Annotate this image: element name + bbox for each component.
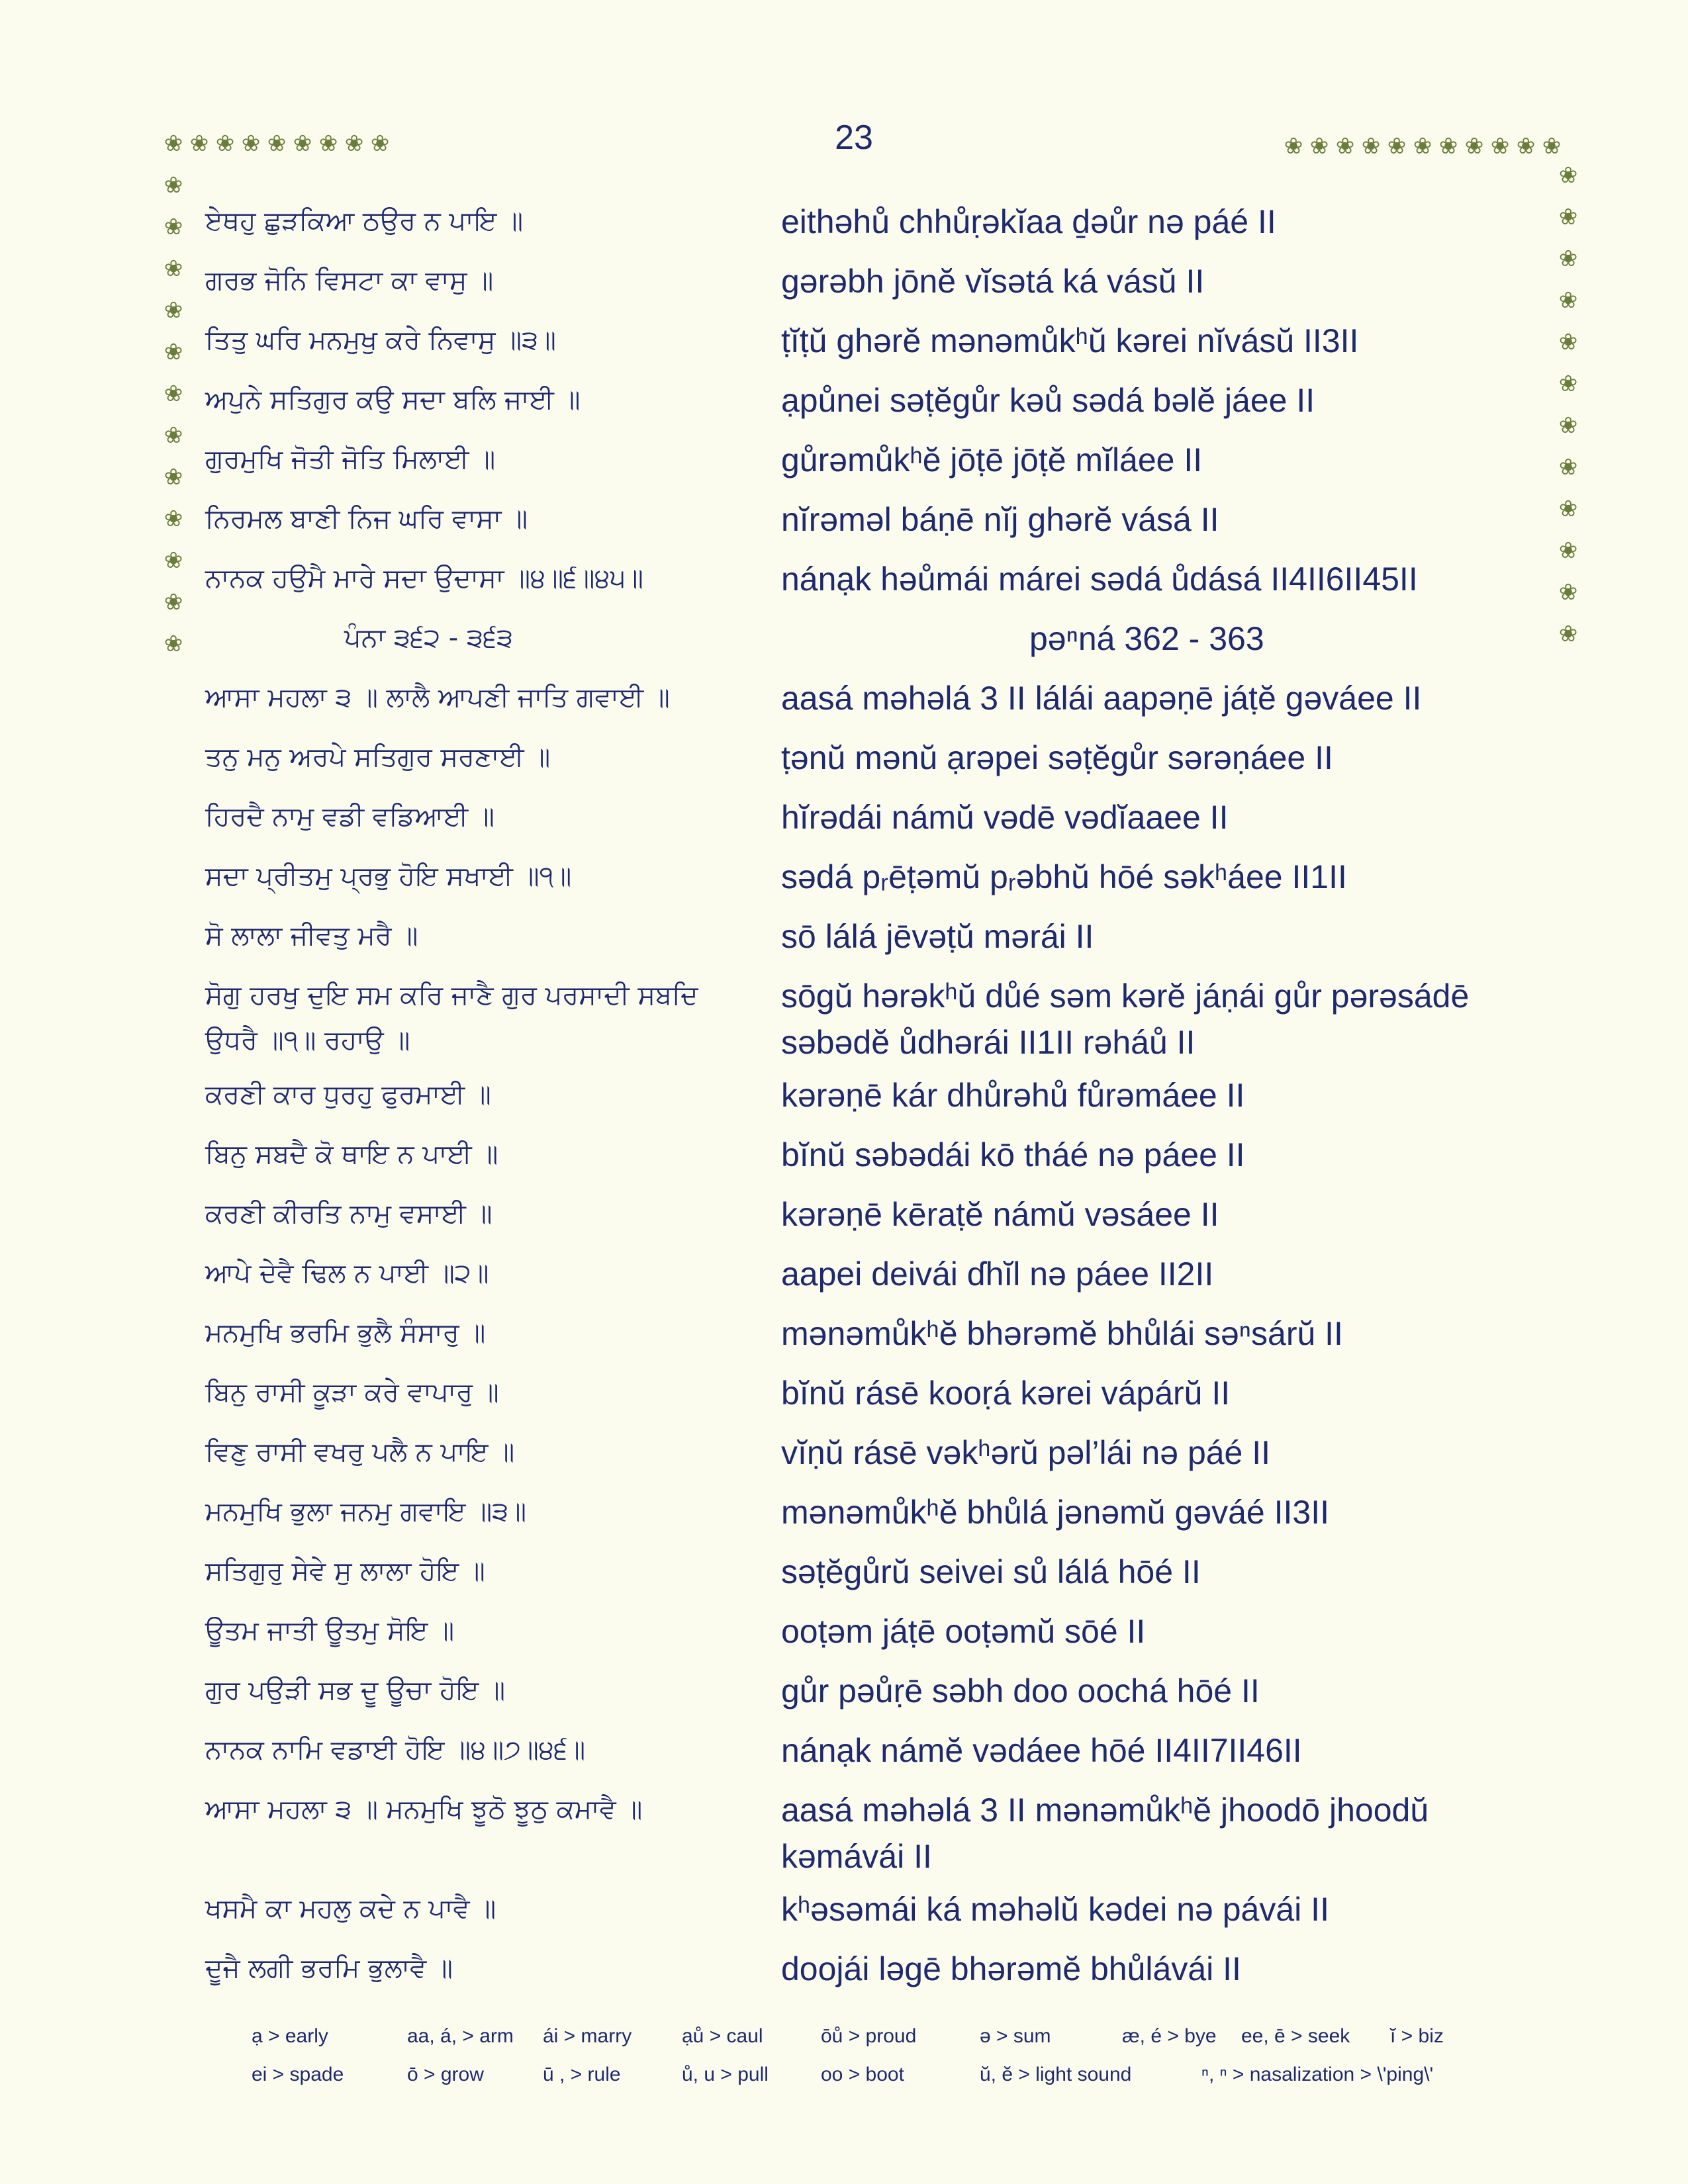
verse-line <box>0 377 1688 437</box>
verse-line <box>0 1370 1688 1430</box>
legend-item: ee, ē > seek <box>1241 2025 1350 2047</box>
gurmukhi-text: ਗੁਰ ਪਉੜੀ ਸਭ ਦੂ ਊਚਾ ਹੋਇ ॥ <box>205 1675 506 1706</box>
legend-item: ů, u > pull <box>682 2064 769 2085</box>
flower-icon: ❀ <box>1558 412 1578 439</box>
gurmukhi-text: ਕਰਣੀ ਕੀਰਤਿ ਨਾਮੁ ਵਸਾਈ ॥ <box>205 1199 492 1229</box>
gurmukhi-text: ਤਿਤੁ ਘਰਿ ਮਨਮੁਖੁ ਕਰੇ ਨਿਵਾਸੁ ॥੩॥ <box>205 325 556 355</box>
flower-icon: ❀ <box>293 130 312 157</box>
flower-icon: ❀ <box>1558 246 1578 272</box>
flower-icon: ❀ <box>164 381 183 407</box>
flower-icon: ❀ <box>1558 371 1578 397</box>
flower-icon: ❀ <box>164 214 183 240</box>
flower-icon: ❀ <box>1490 133 1510 159</box>
gurmukhi-text: ਆਸਾ ਮਹਲਾ ੩ ॥ ਮਨਮੁਖਿ ਝੂਠੋ ਝੂਠੁ ਕਮਾਵੈ ॥ <box>205 1794 643 1825</box>
verse-line <box>0 1489 1688 1549</box>
transliteration-text: eithəhů chhůṛəkĭaa ḏəůr nə páé II <box>781 203 1276 240</box>
legend-item: ⁿ, ⁿ > nasalization > \'ping\' <box>1201 2064 1434 2085</box>
flower-icon: ❀ <box>1413 133 1432 159</box>
verse-line <box>0 973 1688 1061</box>
gurmukhi-text: ਦੂਜੈ ਲਗੀ ਭਰਮਿ ਭੁਲਾਵੈ ॥ <box>205 1953 453 1983</box>
flower-icon: ❀ <box>241 130 261 157</box>
legend-item: ạů > caul <box>682 2025 763 2047</box>
transliteration-text: aasá məhəlá 3 II mənəmůkʰĕ jhoodō jhoodŭ kəmávái II <box>781 1792 1429 1875</box>
flower-icon: ❀ <box>164 422 183 449</box>
gurmukhi-text: ਖਸਮੈ ਕਾ ਮਹਲੁ ਕਦੇ ਨ ਪਾਵੈ ॥ <box>205 1893 496 1924</box>
transliteration-text: pəⁿná 362 - 363 <box>1029 620 1264 657</box>
legend-item: ū , > rule <box>543 2064 621 2085</box>
transliteration-text: gůr pəůṛē səbh doo oochá hōé II <box>781 1672 1260 1709</box>
flower-icon: ❀ <box>1284 133 1303 159</box>
legend-item: oo > boot <box>821 2064 904 2085</box>
flower-icon: ❀ <box>164 631 183 657</box>
flower-icon: ❀ <box>1387 133 1407 159</box>
verse-line <box>0 255 1688 318</box>
transliteration-text: nĭrəməl báṇē nĭj ghərĕ vásá II <box>781 501 1219 538</box>
legend-item: aa, á, > arm <box>407 2025 514 2047</box>
flower-icon: ❀ <box>370 130 390 157</box>
verse-line <box>0 556 1688 615</box>
gurmukhi-text: ਮਨਮੁਖਿ ਭੁਲਾ ਜਨਮੁ ਗਵਾਇ ॥੩॥ <box>205 1496 527 1527</box>
transliteration-text: ooṭəm jáṭē ooṭəmŭ sōé II <box>781 1613 1146 1650</box>
flower-icon: ❀ <box>164 130 183 157</box>
legend-row <box>252 2025 1509 2064</box>
flower-icon: ❀ <box>318 130 338 157</box>
gurmukhi-text: ਨਾਨਕ ਹਉਮੈ ਮਾਰੇ ਸਦਾ ਉਦਾਸਾ ॥੪॥੬॥੪੫॥ <box>205 563 643 594</box>
flower-icon: ❀ <box>1558 204 1578 230</box>
transliteration-text: vĭṇŭ rásē vəkʰərŭ pəl’lái nə páé II <box>781 1434 1271 1471</box>
gurmukhi-text: ਸਤਿਗੁਰੁ ਸੇਵੇ ਸੁ ਲਾਲਾ ਹੋਇ ॥ <box>205 1556 485 1586</box>
transliteration-text: ṭənŭ mənŭ ạrəpei səṭĕgůr sərəṇáee II <box>781 739 1333 776</box>
verse-line <box>0 735 1688 794</box>
legend-item: ei > spade <box>252 2064 344 2085</box>
flower-icon: ❀ <box>1558 537 1578 564</box>
transliteration-text: gůrəmůkʰĕ jōṭē jōṭĕ mĭláee II <box>781 441 1203 478</box>
verse-line <box>0 1132 1688 1191</box>
transliteration-text: sədá pᵣēṭəmŭ pᵣəbhŭ hōé səkʰáee II1II <box>781 858 1347 895</box>
flower-icon: ❀ <box>164 506 183 532</box>
legend-row <box>252 2064 1509 2102</box>
verse-line <box>0 794 1688 854</box>
flower-icon: ❀ <box>344 130 364 157</box>
flower-icon: ❀ <box>164 339 183 365</box>
flower-icon: ❀ <box>1309 133 1329 159</box>
gurmukhi-text: ਬਿਨੁ ਰਾਸੀ ਕੂੜਾ ਕਰੇ ਵਾਪਾਰੁ ॥ <box>205 1377 499 1408</box>
verse-line <box>0 1549 1688 1608</box>
verse-line <box>0 1072 1688 1132</box>
flower-icon: ❀ <box>164 172 183 199</box>
flower-icon: ❀ <box>1438 133 1458 159</box>
flower-icon: ❀ <box>1558 621 1578 647</box>
flower-icon: ❀ <box>1558 454 1578 480</box>
flower-icon: ❀ <box>1558 287 1578 314</box>
verse-line <box>0 675 1688 735</box>
pronunciation-legend <box>252 2025 1509 2102</box>
gurmukhi-text: ਸੋ ਲਾਲਾ ਜੀਵਤੁ ਮਰੈ ॥ <box>205 921 418 951</box>
transliteration-text: aapei deivái ɗhĭl nə páee II2II <box>781 1255 1214 1293</box>
gurmukhi-text: ਮਨਮੁਖਿ ਭਰਮਿ ਭੁਲੈ ਸੰਸਾਰੁ ॥ <box>205 1318 486 1348</box>
flower-icon: ❀ <box>164 255 183 282</box>
transliteration-text: mənəmůkʰĕ bhərəmĕ bhůlái səⁿsárŭ II <box>781 1315 1343 1352</box>
verse-line <box>0 1310 1688 1370</box>
verse-line <box>0 1946 1688 2005</box>
page-number: 23 <box>835 118 873 157</box>
gurmukhi-text: ਪੰਨਾ ੩੬੨ - ੩੬੩ <box>344 623 514 653</box>
verse-line <box>0 854 1688 913</box>
verse-line <box>0 1251 1688 1310</box>
transliteration-text: səṭĕgůrŭ seivei sů lálá hōé II <box>781 1553 1201 1590</box>
transliteration-text: nánạk həůmái márei sədá ůdásá II4II6II45II <box>781 561 1418 598</box>
transliteration-text: gərəbh jōnĕ vĭsətá ká vásŭ II <box>781 263 1205 300</box>
flower-icon: ❀ <box>164 589 183 615</box>
gurmukhi-text: ਅਪੁਨੇ ਸਤਿਗੁਰ ਕਉ ਸਦਾ ਬਲਿ ਜਾਈ ॥ <box>205 385 581 415</box>
verse-line <box>0 1191 1688 1251</box>
legend-item: ə > sum <box>980 2025 1051 2047</box>
gurmukhi-text: ਸਦਾ ਪ੍ਰੀਤਮੁ ਪ੍ਰਭੁ ਹੋਇ ਸਖਾਈ ॥੧॥ <box>205 861 572 891</box>
gurmukhi-text: ਕਰਣੀ ਕਾਰ ਧੁਰਹੁ ਫੁਰਮਾਈ ॥ <box>205 1079 491 1110</box>
transliteration-text: bĭnŭ səbədái kō tháé nə páee II <box>781 1136 1245 1173</box>
transliteration-text: aasá məhəlá 3 II lálái aapəṇē jáṭĕ gəváee II <box>781 680 1422 717</box>
transliteration-text: nánạk námĕ vədáee hōé II4II7II46II <box>781 1732 1302 1769</box>
transliteration-text: kərəṇē kár dhůrəhů fůrəmáee II <box>781 1077 1245 1114</box>
verse-line <box>0 1727 1688 1787</box>
transliteration-text: mənəmůkʰĕ bhůlá jənəmŭ gəváé II3II <box>781 1494 1330 1531</box>
verse-line <box>0 1886 1688 1946</box>
verse-line <box>0 1430 1688 1489</box>
gurmukhi-text: ਗੁਰਮੁਖਿ ਜੋਤੀ ਜੋਤਿ ਮਿਲਾਈ ॥ <box>205 444 496 475</box>
legend-item: ĭ > biz <box>1390 2025 1444 2047</box>
transliteration-text: ṭĭṭŭ ghərĕ mənəmůkʰŭ kərei nĭvásŭ II3II <box>781 322 1359 359</box>
legend-item: ái > marry <box>543 2025 632 2047</box>
gurmukhi-text: ਆਪੇ ਦੇਵੈ ਢਿਲ ਨ ਪਾਈ ॥੨॥ <box>205 1258 489 1289</box>
flower-icon: ❀ <box>1335 133 1355 159</box>
transliteration-text: bĭnŭ rásē kooṛá kərei vápárŭ II <box>781 1375 1231 1412</box>
flower-icon: ❀ <box>1516 133 1536 159</box>
flower-icon: ❀ <box>164 464 183 490</box>
gurmukhi-text: ਬਿਨੁ ਸਬਦੈ ਕੋ ਥਾਇ ਨ ਪਾਈ ॥ <box>205 1139 498 1169</box>
flower-icon: ❀ <box>267 130 287 157</box>
verse-line <box>0 437 1688 496</box>
flower-icon: ❀ <box>1558 162 1578 189</box>
legend-item: æ, é > bye <box>1122 2025 1217 2047</box>
flower-icon: ❀ <box>1361 133 1381 159</box>
flower-icon: ❀ <box>1558 579 1578 606</box>
flower-icon: ❀ <box>215 130 235 157</box>
transliteration-text: sō lálá jēvəṭŭ mərái II <box>781 918 1094 955</box>
flower-icon: ❀ <box>1464 133 1484 159</box>
verse-line <box>0 199 1688 258</box>
flower-icon: ❀ <box>189 130 209 157</box>
gurmukhi-text: ਵਿਣੁ ਰਾਸੀ ਵਖਰੁ ਪਲੈ ਨ ਪਾਇ ॥ <box>205 1437 515 1467</box>
transliteration-text: hĭrədái námŭ vədē vədĭaaee II <box>781 799 1229 836</box>
legend-item: ō > grow <box>407 2064 484 2085</box>
gurmukhi-text: ਊਤਮ ਜਾਤੀ ਊਤਮੁ ਸੋਇ ॥ <box>205 1615 455 1646</box>
flower-icon: ❀ <box>1558 329 1578 355</box>
gurmukhi-text: ਨਿਰਮਲ ਬਾਣੀ ਨਿਜ ਘਰਿ ਵਾਸਾ ॥ <box>205 504 528 534</box>
gurmukhi-text: ਹਿਰਦੈ ਨਾਮੁ ਵਡੀ ਵਡਿਆਈ ॥ <box>205 801 494 832</box>
verse-line <box>0 318 1688 377</box>
gurmukhi-text: ਆਸਾ ਮਹਲਾ ੩ ॥ ਲਾਲੈ ਆਪਣੀ ਜਾਤਿ ਗਵਾਈ ॥ <box>205 682 670 713</box>
verse-line <box>0 1787 1688 1875</box>
verse-line <box>0 913 1688 973</box>
verse-line <box>0 1668 1688 1727</box>
verse-line <box>0 496 1688 556</box>
gurmukhi-text: ਗਰਭ ਜੋਨਿ ਵਿਸਟਾ ਕਾ ਵਾਸੁ ॥ <box>205 265 494 296</box>
transliteration-text: ạpůnei səṭĕgůr kəů sədá bəlĕ jáee II <box>781 382 1315 419</box>
verse-line <box>0 1608 1688 1668</box>
legend-item: ŭ, ĕ > light sound <box>980 2064 1132 2085</box>
flower-icon: ❀ <box>1542 133 1562 159</box>
gurmukhi-text: ਏਥਹੁ ਛੁੜਕਿਆ ਠਉਰ ਨ ਪਾਇ ॥ <box>205 206 524 236</box>
legend-item: ạ > early <box>252 2025 328 2047</box>
gurmukhi-text: ਸੋਗੁ ਹਰਖੁ ਦੁਇ ਸਮ ਕਰਿ ਜਾਣੈ ਗੁਰ ਪਰਸਾਦੀ ਸਬਦਿ ਉਧਰੈ ॥੧॥ ਰਹਾਉ ॥ <box>205 980 698 1056</box>
gurmukhi-text: ਤਨੁ ਮਨੁ ਅਰਪੇ ਸਤਿਗੁਰ ਸਰਣਾਈ ॥ <box>205 742 551 772</box>
transliteration-text: sōgŭ hərəkʰŭ důé səm kərĕ jáṇái gůr pərəsádē səbədĕ ůdhərái II1II rəháů II <box>781 978 1470 1061</box>
legend-item: ōů > proud <box>821 2025 917 2047</box>
flower-icon: ❀ <box>164 547 183 574</box>
flower-icon: ❀ <box>1558 496 1578 522</box>
gurmukhi-text: ਨਾਨਕ ਨਾਮਿ ਵਡਾਈ ਹੋਇ ॥੪॥੭॥੪੬॥ <box>205 1735 586 1765</box>
transliteration-text: kʰəsəmái ká məhəlŭ kədei nə pávái II <box>781 1891 1329 1928</box>
transliteration-text: kərəṇē kēraṭĕ námŭ vəsáee II <box>781 1196 1219 1233</box>
transliteration-text: doojái ləgē bhərəmĕ bhůlávái II <box>781 1950 1241 1987</box>
page-range-heading <box>0 615 1688 675</box>
flower-icon: ❀ <box>164 297 183 324</box>
